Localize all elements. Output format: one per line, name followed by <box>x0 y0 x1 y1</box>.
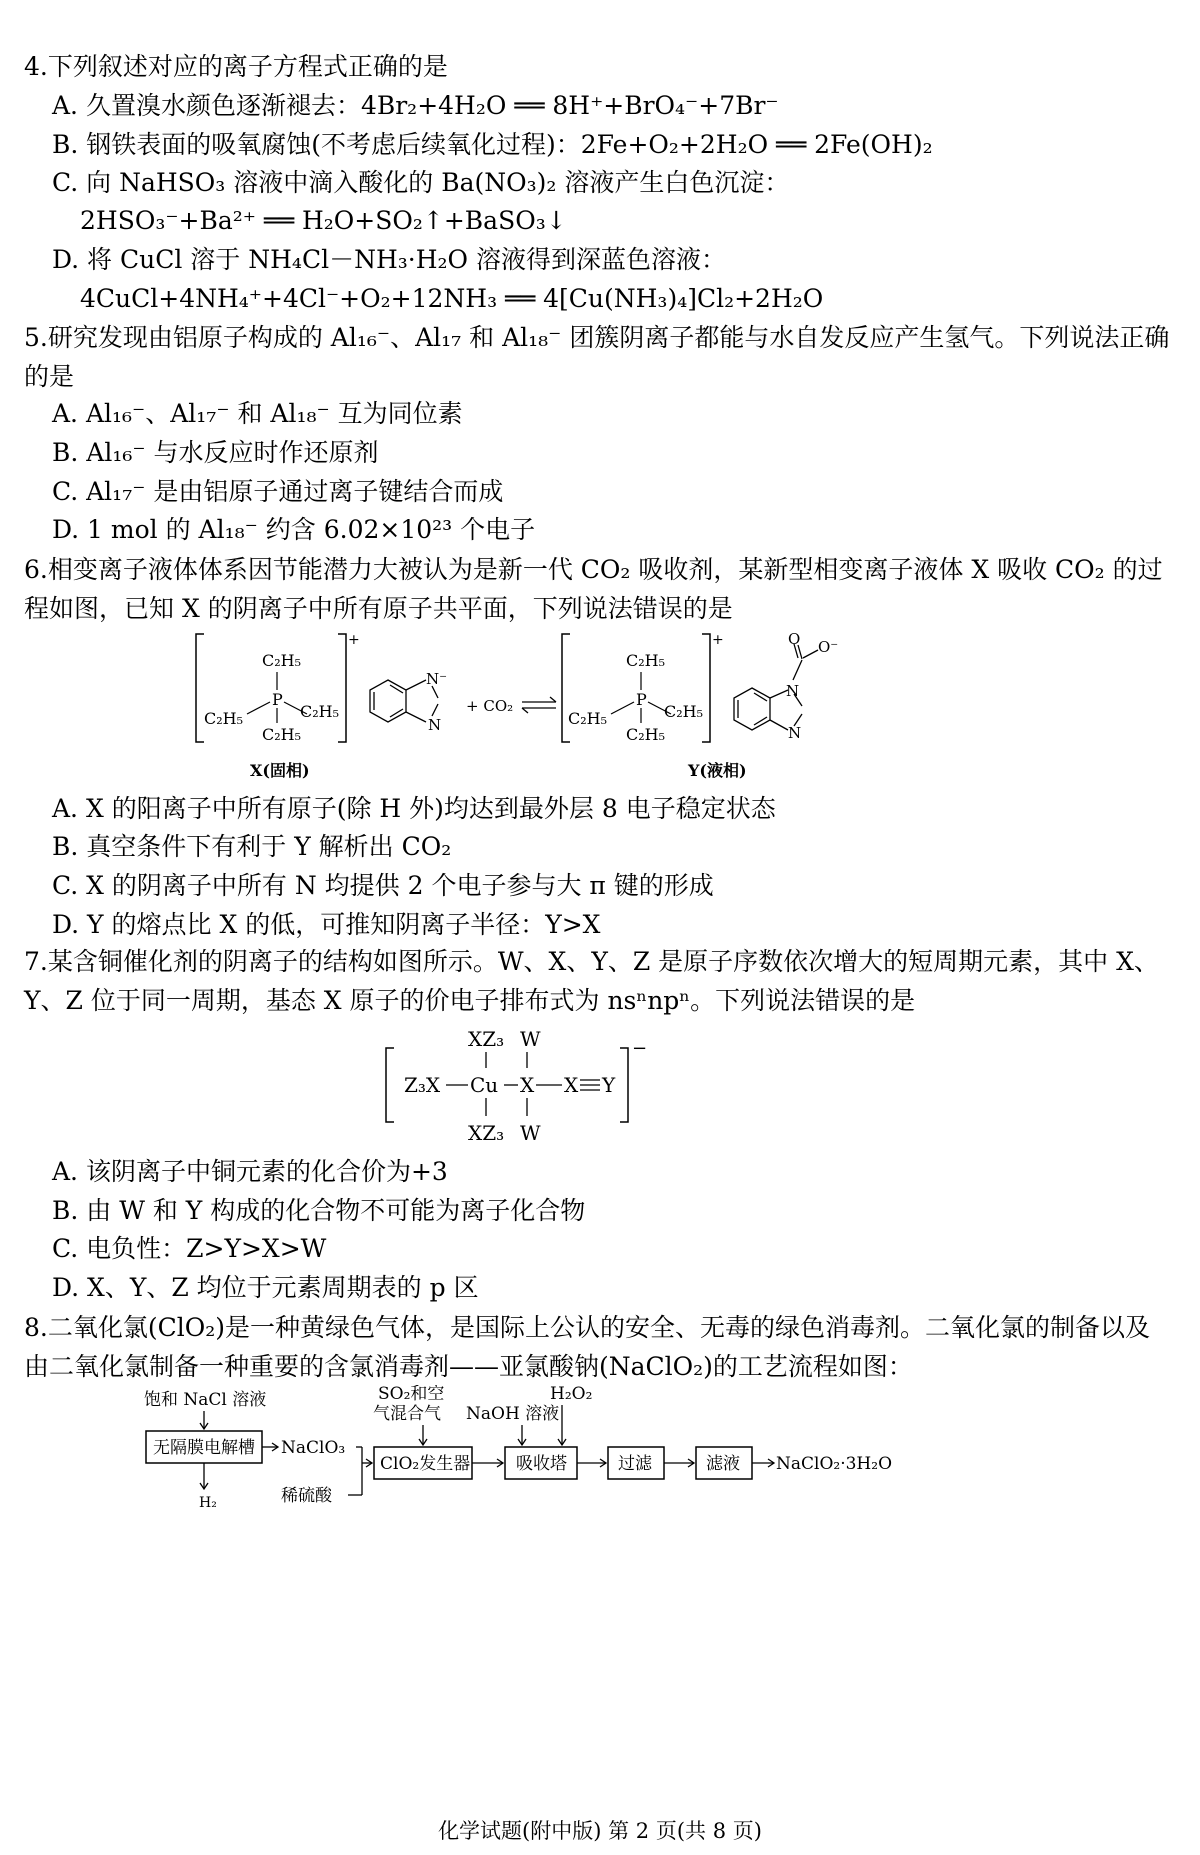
flow-nacl-input: 饱和 NaCl 溶液 <box>144 1390 267 1410</box>
z3x-left: Z₃X <box>404 1073 441 1097</box>
label-x-solid: X(固相) <box>250 761 310 780</box>
q4-option-c: C. 向 NaHSO₃ 溶液中滴入酸化的 Ba(NO₃)₂ 溶液产生白色沉淀： <box>52 168 790 197</box>
q6-option-c: C. X 的阴离子中所有 N 均提供 2 个电子参与大 π 键的形成 <box>52 871 714 900</box>
ethyl-top-right: C₂H₅ <box>626 651 666 670</box>
anion-charge: − <box>632 1038 648 1059</box>
anion-n-minus: N⁻ <box>426 670 448 688</box>
ethyl-right-right: C₂H₅ <box>664 702 704 721</box>
q7-option-c: C. 电负性：Z>Y>X>W <box>52 1234 327 1263</box>
flow-naclo3: NaClO₃ <box>281 1438 346 1458</box>
xz3-top: XZ₃ <box>468 1027 505 1051</box>
ring-n-top: N <box>786 682 800 700</box>
q5-option-a: A. Al₁₆⁻、Al₁₇⁻ 和 Al₁₈⁻ 互为同位素 <box>52 399 463 428</box>
q7-option-d: D. X、Y、Z 均位于元素周期表的 p 区 <box>52 1273 479 1302</box>
q6-stem: 6.相变离子液体体系因节能潜力大被认为是新一代 CO₂ 吸收剂，某新型相变离子液体 X 吸收 CO₂ 的过程如图，已知 X 的阴离子中所有原子共平面，下列说法错误的是 <box>24 555 1163 623</box>
q7-option-a: A. 该阴离子中铜元素的化合价为+3 <box>52 1157 448 1186</box>
q6-reaction-figure <box>190 628 1020 788</box>
w-top: W <box>520 1027 541 1051</box>
q4-option-c-equation: 2HSO₃⁻+Ba²⁺ ══ H₂O+SO₂↑+BaSO₃↓ <box>80 206 567 235</box>
carboxylate-o-minus: O⁻ <box>818 638 839 656</box>
label-filtrate: 滤液 <box>706 1454 740 1474</box>
q4-option-d-equation: 4CuCl+4NH₄⁺+4Cl⁻+O₂+12NH₃ ══ 4[Cu(NH₃)₄]Cl₂+2H₂O <box>80 284 824 313</box>
x-center: X <box>520 1073 535 1097</box>
q8-stem: 8.二氧化氯(ClO₂)是一种黄绿色气体，是国际上公认的安全、无毒的绿色消毒剂。二氧化氯的制备以及由二氧化氯制备一种重要的含氯消毒剂——亚氯酸钠(NaClO₂)的工艺流程如图： <box>24 1313 1151 1381</box>
flow-acid: 稀硫酸 <box>281 1486 332 1506</box>
label-clo2-generator: ClO₂发生器 <box>380 1454 471 1474</box>
q7-option-b: B. 由 W 和 Y 构成的化合物不可能为离子化合物 <box>52 1196 586 1225</box>
flow-naoh: NaOH 溶液 <box>466 1404 560 1424</box>
phosphorus: P <box>272 690 283 709</box>
q5-option-b: B. Al₁₆⁻ 与水反应时作还原剂 <box>52 438 379 467</box>
flow-product: NaClO₂·3H₂O <box>776 1454 893 1474</box>
ethyl-bottom: C₂H₅ <box>262 725 302 744</box>
copper: Cu <box>470 1073 499 1097</box>
q4-option-d: D. 将 CuCl 溶于 NH₄Cl－NH₃·H₂O 溶液得到深蓝色溶液： <box>52 245 726 274</box>
plus-co2: + CO₂ <box>466 697 514 715</box>
flow-so2-line2: 气混合气 <box>373 1404 441 1424</box>
q6-option-a: A. X 的阳离子中所有原子(除 H 外)均达到最外层 8 电子稳定状态 <box>52 794 776 823</box>
label-absorption-tower: 吸收塔 <box>516 1454 567 1474</box>
ethyl-bottom-right: C₂H₅ <box>626 725 666 744</box>
label-electrolysis-cell: 无隔膜电解槽 <box>153 1438 255 1458</box>
cation-plus-right: + <box>712 632 724 648</box>
ethyl-left-right: C₂H₅ <box>568 709 608 728</box>
carbonyl-o: O <box>788 630 801 648</box>
q6-option-d: D. Y 的熔点比 X 的低，可推知阴离子半径：Y>X <box>52 910 601 939</box>
phosphorus-right: P <box>636 690 647 709</box>
y-terminal: Y <box>602 1073 616 1097</box>
carboxylate-benzimidazole <box>734 644 818 730</box>
q7-stem: 7.某含铜催化剂的阴离子的结构如图所示。W、X、Y、Z 是原子序数依次增大的短周期元素，其中 X、Y、Z 位于同一周期，基态 X 原子的价电子排布式为 nsⁿnpⁿ。下列说法错误的是 <box>24 947 1159 1015</box>
equilibrium-arrows <box>522 697 556 713</box>
x-right: X <box>564 1073 579 1097</box>
anion-n: N <box>428 716 442 734</box>
page-footer: 化学试题(附中版) 第 2 页(共 8 页) <box>438 1819 762 1843</box>
label-filter: 过滤 <box>618 1454 652 1474</box>
flow-h2-output: H₂ <box>199 1495 217 1511</box>
q5-option-c: C. Al₁₇⁻ 是由铝原子通过离子键结合而成 <box>52 477 504 506</box>
q5-option-d: D. 1 mol 的 Al₁₈⁻ 约含 6.02×10²³ 个电子 <box>52 515 536 544</box>
q5-stem: 5.研究发现由铝原子构成的 Al₁₆⁻、Al₁₇ 和 Al₁₈⁻ 团簇阴离子都能与水自发反应产生氢气。下列说法正确的是 <box>24 323 1170 391</box>
label-y-liquid: Y(液相) <box>688 761 747 780</box>
flow-h2o2: H₂O₂ <box>550 1385 593 1404</box>
ethyl-top: C₂H₅ <box>262 651 302 670</box>
xz3-bottom: XZ₃ <box>468 1121 505 1145</box>
q4-stem: 4.下列叙述对应的离子方程式正确的是 <box>24 52 448 81</box>
flow-so2-line1: SO₂和空 <box>378 1385 445 1404</box>
ring-n-bottom: N <box>788 724 802 742</box>
ethyl-left: C₂H₅ <box>204 709 244 728</box>
q6-option-b: B. 真空条件下有利于 Y 解析出 CO₂ <box>52 832 452 861</box>
q4-option-b: B. 钢铁表面的吸氧腐蚀(不考虑后续氧化过程)：2Fe+O₂+2H₂O ══ 2Fe(OH)₂ <box>52 130 933 159</box>
q4-option-a: A. 久置溴水颜色逐渐褪去：4Br₂+4H₂O ══ 8H⁺+BrO₄⁻+7Br⁻ <box>52 91 779 120</box>
q7-structure-figure <box>380 1020 680 1150</box>
w-bottom: W <box>520 1121 541 1145</box>
cation-plus: + <box>348 632 360 648</box>
q8-process-flow <box>130 1385 1030 1515</box>
ethyl-right: C₂H₅ <box>300 702 340 721</box>
